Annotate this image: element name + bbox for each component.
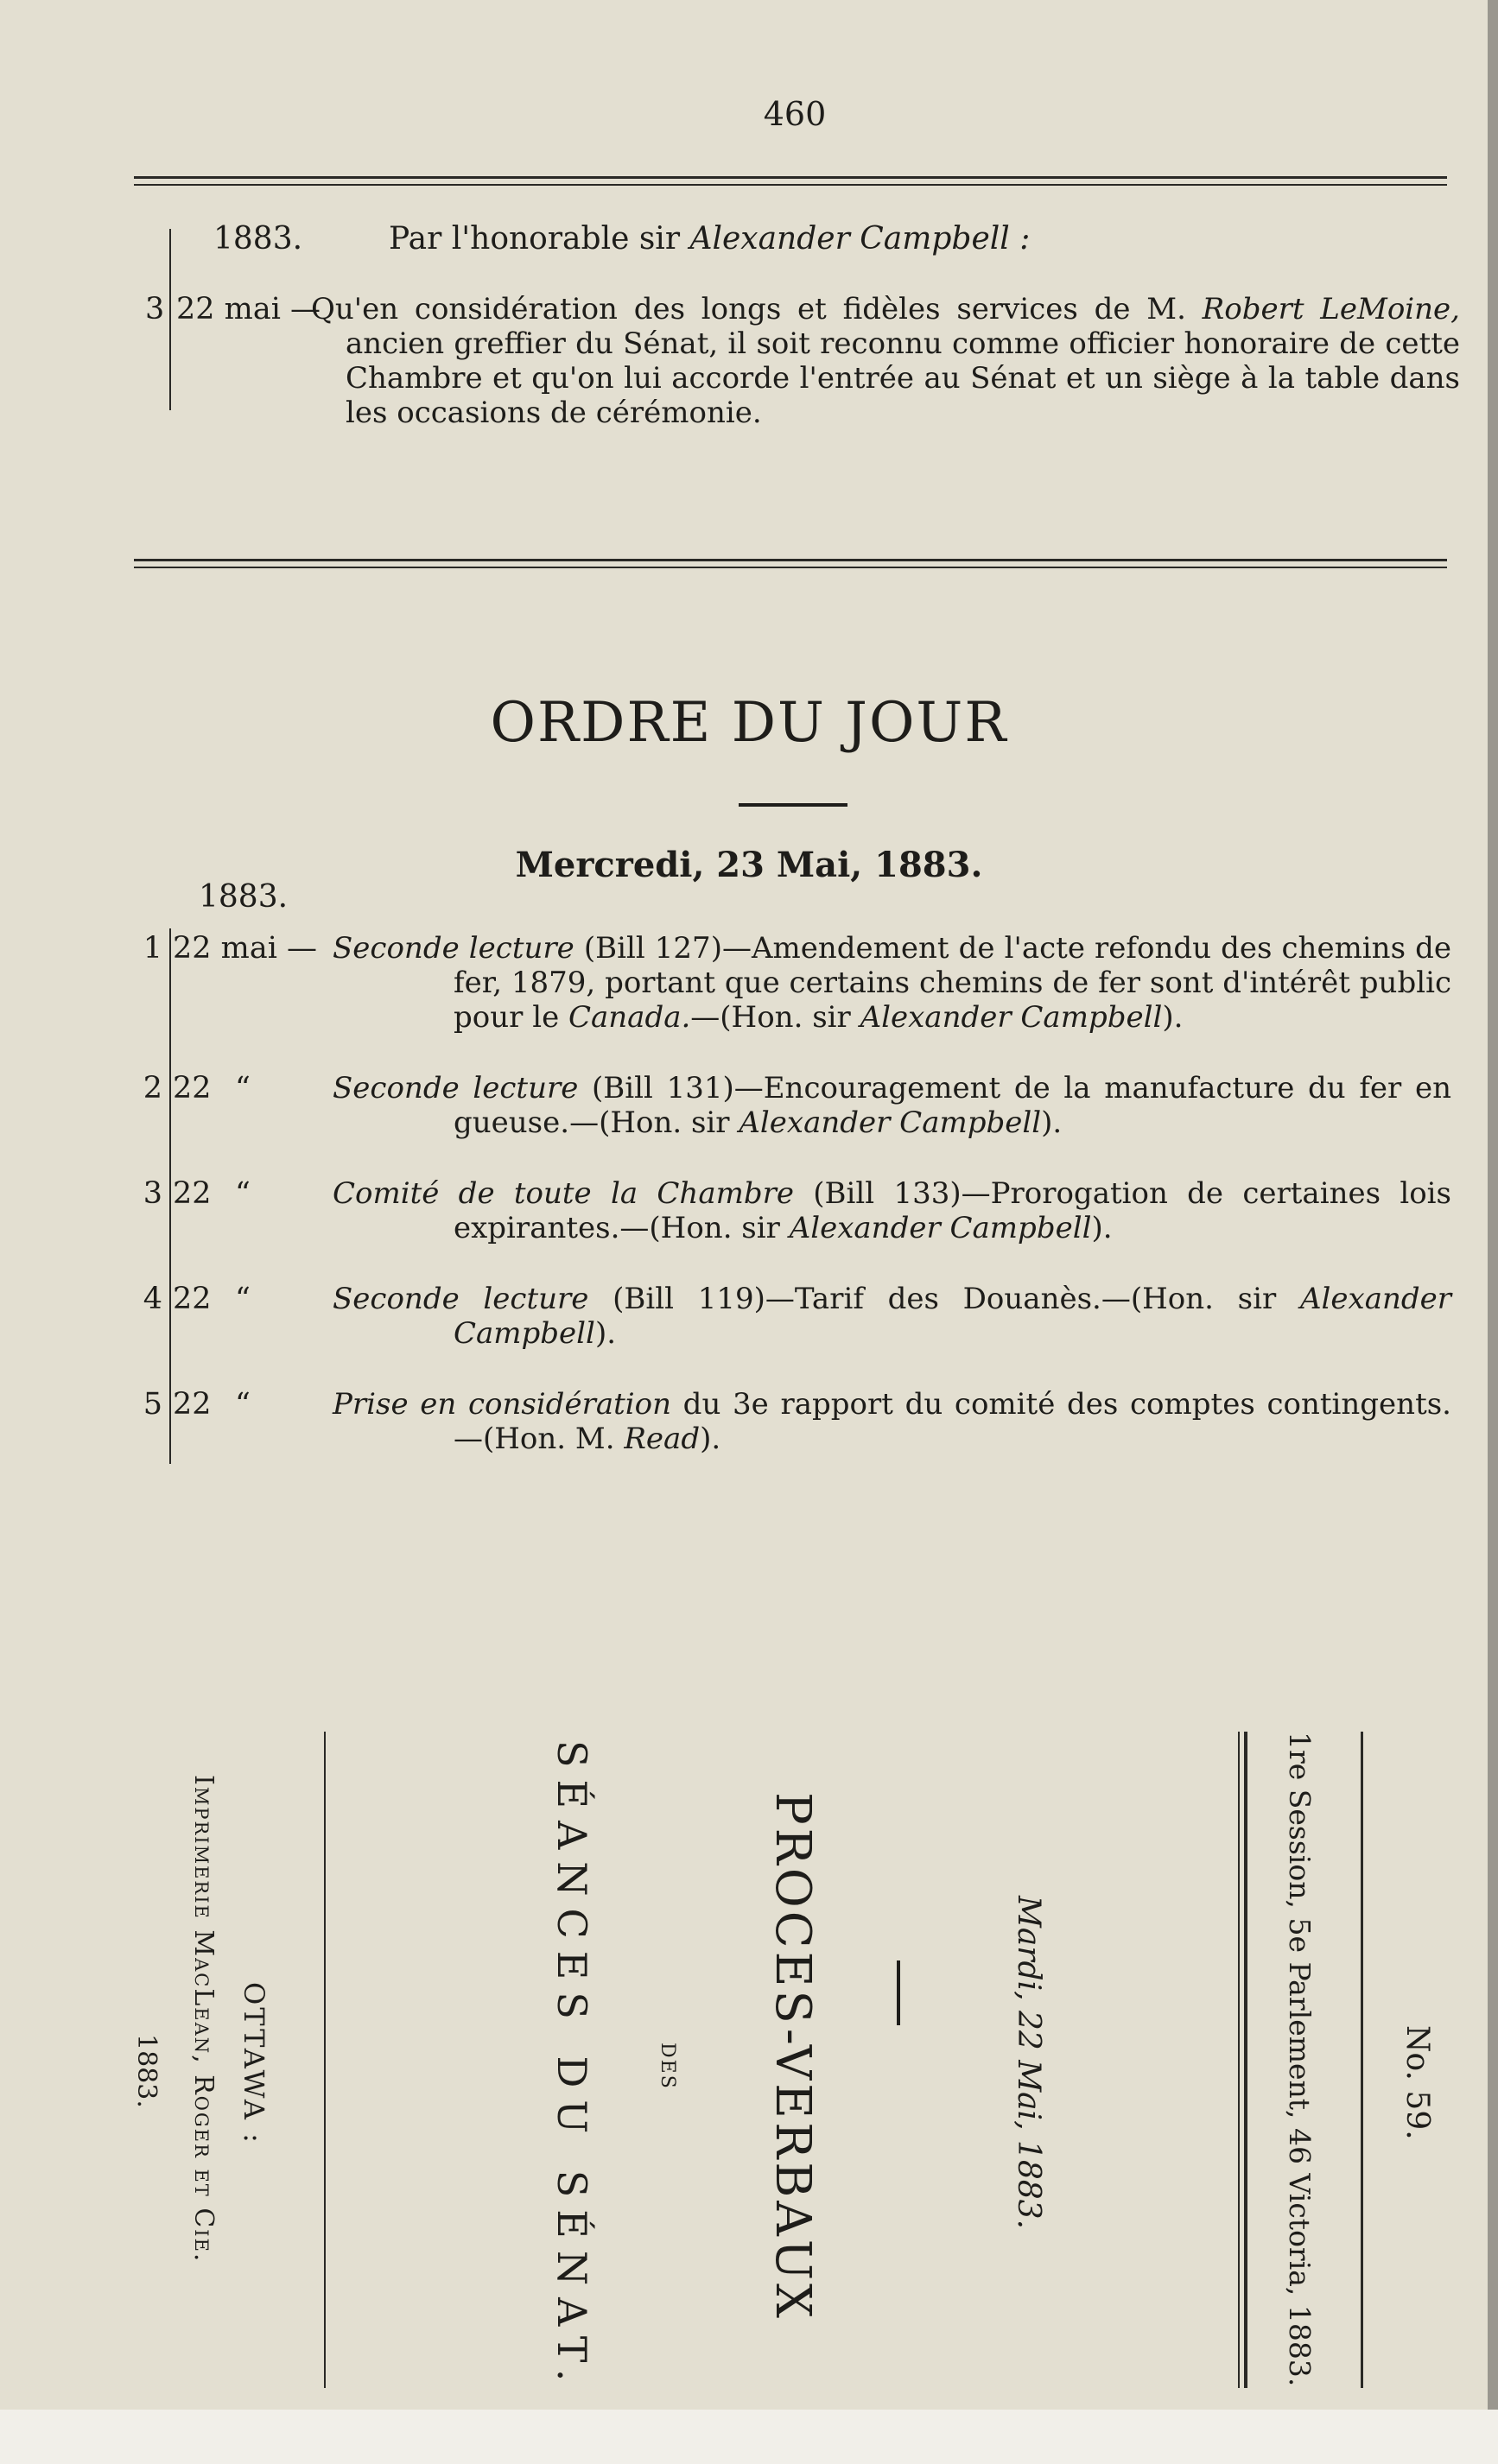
item-body: du 3e rapport du comité des comptes contingents. [671,1387,1451,1422]
cover-dash [897,1960,900,2025]
item-lead: Comité de toute la Chambre [333,1176,794,1211]
ditto-mark: “ [235,1176,251,1211]
section-double-rule [134,559,1447,568]
item-ref: Alexander Campbell [454,1282,1451,1351]
cover-number: No. 59. [1400,2025,1435,2140]
item-body: (Bill 119)—Tarif des Douanès. [588,1282,1101,1316]
items-column-rule [169,928,171,1464]
item-end: ). [700,1422,721,1456]
item-date: 22 [173,1387,212,1422]
cover-date: Mardi, 22 Mai, 1883. [1011,1896,1046,2230]
ditto-mark: “ [235,1387,251,1422]
motion-number: 3 [145,292,165,326]
motion-date: 22 mai — [176,292,321,326]
item-ref: Alexander Campbell [739,1105,1042,1140]
title-underline [739,803,847,807]
item-italic-mid: Canada. [568,1000,691,1035]
page-number: 460 [763,95,827,133]
item-ref: Alexander Campbell [789,1211,1092,1245]
motion-text [311,292,1460,430]
item-end: ). [1091,1211,1113,1245]
item-date: 22 [173,1282,212,1316]
motion-author [389,221,1030,257]
item-lead: Seconde lecture [333,1071,579,1105]
top-double-rule [134,176,1447,186]
ordre-du-jour-year: 1883. [199,879,289,915]
ditto-mark: “ [235,1071,251,1105]
item-lead: Seconde lecture [333,1282,589,1316]
cover-rule [1361,1732,1363,2388]
item-date: 22 [173,1071,212,1105]
item-tail: —(Hon. M. [454,1422,625,1456]
item-text [333,931,1451,1035]
item-ref: Alexander Campbell [860,1000,1163,1035]
item-date: 22 mai — [173,931,318,966]
item-tail: —(Hon. sir [569,1105,739,1140]
cover-title: PROCES-VERBAUX [765,1792,821,2321]
motion-column-rule [169,229,171,410]
item-tail: —(Hon. sir [1101,1282,1300,1316]
item-body: (Bill 131)—Encouragement de la manufacture du fer en gueuse. [454,1071,1451,1140]
item-text [333,1387,1451,1456]
item-tail: —(Hon. sir [619,1211,790,1245]
cover-session: 1re Session, 5e Parlement, 46 Victoria, 1883. [1283,1732,1317,2387]
item-number: 4 [143,1282,162,1316]
item-text [333,1071,1451,1140]
item-number: 3 [143,1176,162,1211]
item-number: 1 [143,931,162,966]
item-body: (Bill 127)—Amendement de l'acte refondu des chemins de fer, 1879, portant que certains chemins de fer sont d'intérêt public pour le [454,931,1451,1035]
item-number: 5 [143,1387,162,1422]
motion-author-prefix: Par l'honorable sir [389,221,690,257]
cover-des: DES [657,2043,678,2090]
cover-rule [1238,1732,1240,2388]
cover-rule [324,1732,326,2388]
ordre-du-jour-title: ORDRE DU JOUR [490,691,1008,755]
motion-year: 1883. [213,221,303,257]
item-text [333,1282,1451,1351]
motion-author-name: Alexander Campbell : [689,221,1031,257]
item-lead: Seconde lecture [333,931,574,966]
item-date: 22 [173,1176,212,1211]
ordre-du-jour-date: Mercredi, 23 Mai, 1883. [515,845,983,885]
item-number: 2 [143,1071,162,1105]
cover-printer: Imprimerie MacLean, Roger et Cie. [188,1775,219,2264]
cover-city: OTTAWA : [238,1982,270,2145]
page-bottom-margin [0,2410,1498,2464]
motion-text-start: Qu'en considération des longs et fidèles services de M. [311,292,1203,326]
item-text [333,1176,1451,1245]
item-lead: Prise en considération [333,1387,671,1422]
item-tail: —(Hon. sir [690,1000,860,1035]
item-end: ). [594,1316,617,1351]
back-cover-panel [86,1732,1469,2394]
item-body: (Bill 133)—Prorogation de certaines lois expirantes. [454,1176,1451,1245]
cover-rule [1244,1732,1247,2388]
motion-person-name: Robert LeMoine, [1202,292,1460,326]
item-ref: Read [624,1422,701,1456]
item-end: ). [1162,1000,1184,1035]
ditto-mark: “ [235,1282,251,1316]
item-end: ). [1041,1105,1063,1140]
cover-subtitle: SÉANCES DU SÉNAT. [549,1740,595,2394]
cover-printer-year: 1883. [131,2034,162,2108]
motion-text-rest: ancien greffier du Sénat, il soit reconnu comme officier honoraire de cette Chambre et qu'on lui accorde l'entrée au Sénat et un siège à la table dans les occasions de cérémonie. [346,326,1460,430]
